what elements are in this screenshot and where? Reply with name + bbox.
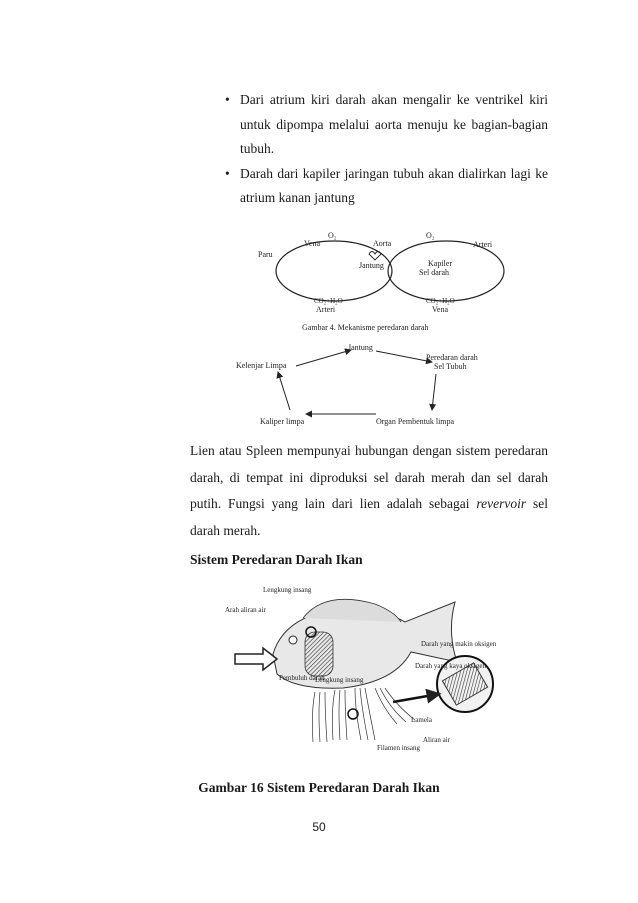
paragraph-text: Lien atau Spleen mempunyai hubungan dengan sistem peredaran darah, di tempat ini diproduksi sel darah merah dan sel darah putih. Fungsi yang lain dari lien adalah sebagai xyxy=(190,443,548,511)
label-aorta: Aorta xyxy=(373,239,392,248)
label-pembuluh-darah: Pembuluh darah xyxy=(279,674,325,682)
label-co2-left: CO₂+H₂O xyxy=(314,297,343,305)
label-aliran-air: Aliran air xyxy=(423,736,451,744)
bullet-item: • Dari atrium kiri darah akan mengalir ke ventrikel kiri untuk dipompa melalui aorta menuju ke bagian-bagian tubuh. xyxy=(228,88,548,162)
label-o2-left: O₂ xyxy=(328,231,337,240)
label-arah-aliran-air: Arah aliran air xyxy=(225,606,266,614)
label-arteri-right: Arteri xyxy=(473,240,493,249)
arrow-sel-organ xyxy=(432,374,436,410)
label-darah-makin-oksigen: Darah yang makin oksigen xyxy=(421,640,497,648)
arrow-kelenjar-jantung xyxy=(296,350,351,366)
cycle-kaliper-limpa: Kaliper limpa xyxy=(260,417,305,426)
cycle-kelenjar-limpa: Kelenjar Limpa xyxy=(236,361,287,370)
paragraph-italic: revervoir xyxy=(476,496,527,511)
bullet-item: • Darah dari kapiler jaringan tubuh akan dialirkan lagi ke atrium kanan jantung xyxy=(228,162,548,211)
spleen-paragraph xyxy=(190,438,548,544)
label-filamen-insang: Filamen insang xyxy=(377,744,420,752)
label-lengkung-insang-mid: Lengkung insang xyxy=(315,676,364,684)
gill-arches xyxy=(312,688,415,742)
label-paru: Paru xyxy=(258,250,273,259)
cycle-organ-pembentuk: Organ Pembentuk limpa xyxy=(376,417,455,426)
cycle-sel-tubuh: Sel Tubuh xyxy=(434,362,467,371)
arrow-kaliper-kelenjar xyxy=(278,372,290,410)
fish-dorsal-fin xyxy=(303,599,401,622)
zoom-arrow xyxy=(393,694,439,702)
label-arteri-left: Arteri xyxy=(316,305,336,314)
label-darah-kaya-oksigen: Darah yang kaya oksigen xyxy=(415,662,486,670)
fish-eye xyxy=(289,636,297,644)
label-lengkung-insang-top: Lengkung insang xyxy=(263,586,312,594)
section-heading: Sistem Peredaran Darah Ikan xyxy=(190,552,363,567)
water-flow-arrow xyxy=(235,648,277,670)
lung-circuit-ellipse xyxy=(276,241,392,301)
label-kapiler: Kapiler xyxy=(428,259,452,268)
page-number: 50 xyxy=(312,820,326,834)
paragraph-text-end: sel darah merah. xyxy=(190,496,548,538)
cycle-peredaran-darah: Peredaran darah xyxy=(426,353,478,362)
label-o2-right: O₂ xyxy=(426,231,435,240)
figure-caption: Gambar 16 Sistem Peredaran Darah Ikan xyxy=(198,780,440,795)
label-lamela: Lamela xyxy=(411,716,432,724)
label-vena-left: Vena xyxy=(304,239,320,248)
label-vena-right: Vena xyxy=(432,305,448,314)
figure4-caption: Gambar 4. Mekanisme peredaran darah xyxy=(302,323,429,332)
lymph-cycle-diagram xyxy=(236,342,516,434)
label-co2-right: CO₂+H₂O xyxy=(426,297,455,305)
gill-area xyxy=(305,632,333,676)
cycle-jantung: Jantung xyxy=(348,343,373,352)
label-jantung: Jantung xyxy=(359,261,384,270)
arrow-jantung-peredaran xyxy=(376,351,432,362)
circulation-diagram xyxy=(236,224,516,344)
label-sel-darah: Sel darah xyxy=(419,268,449,277)
fish-circulation-figure xyxy=(225,582,503,754)
bullet-list xyxy=(228,88,548,211)
